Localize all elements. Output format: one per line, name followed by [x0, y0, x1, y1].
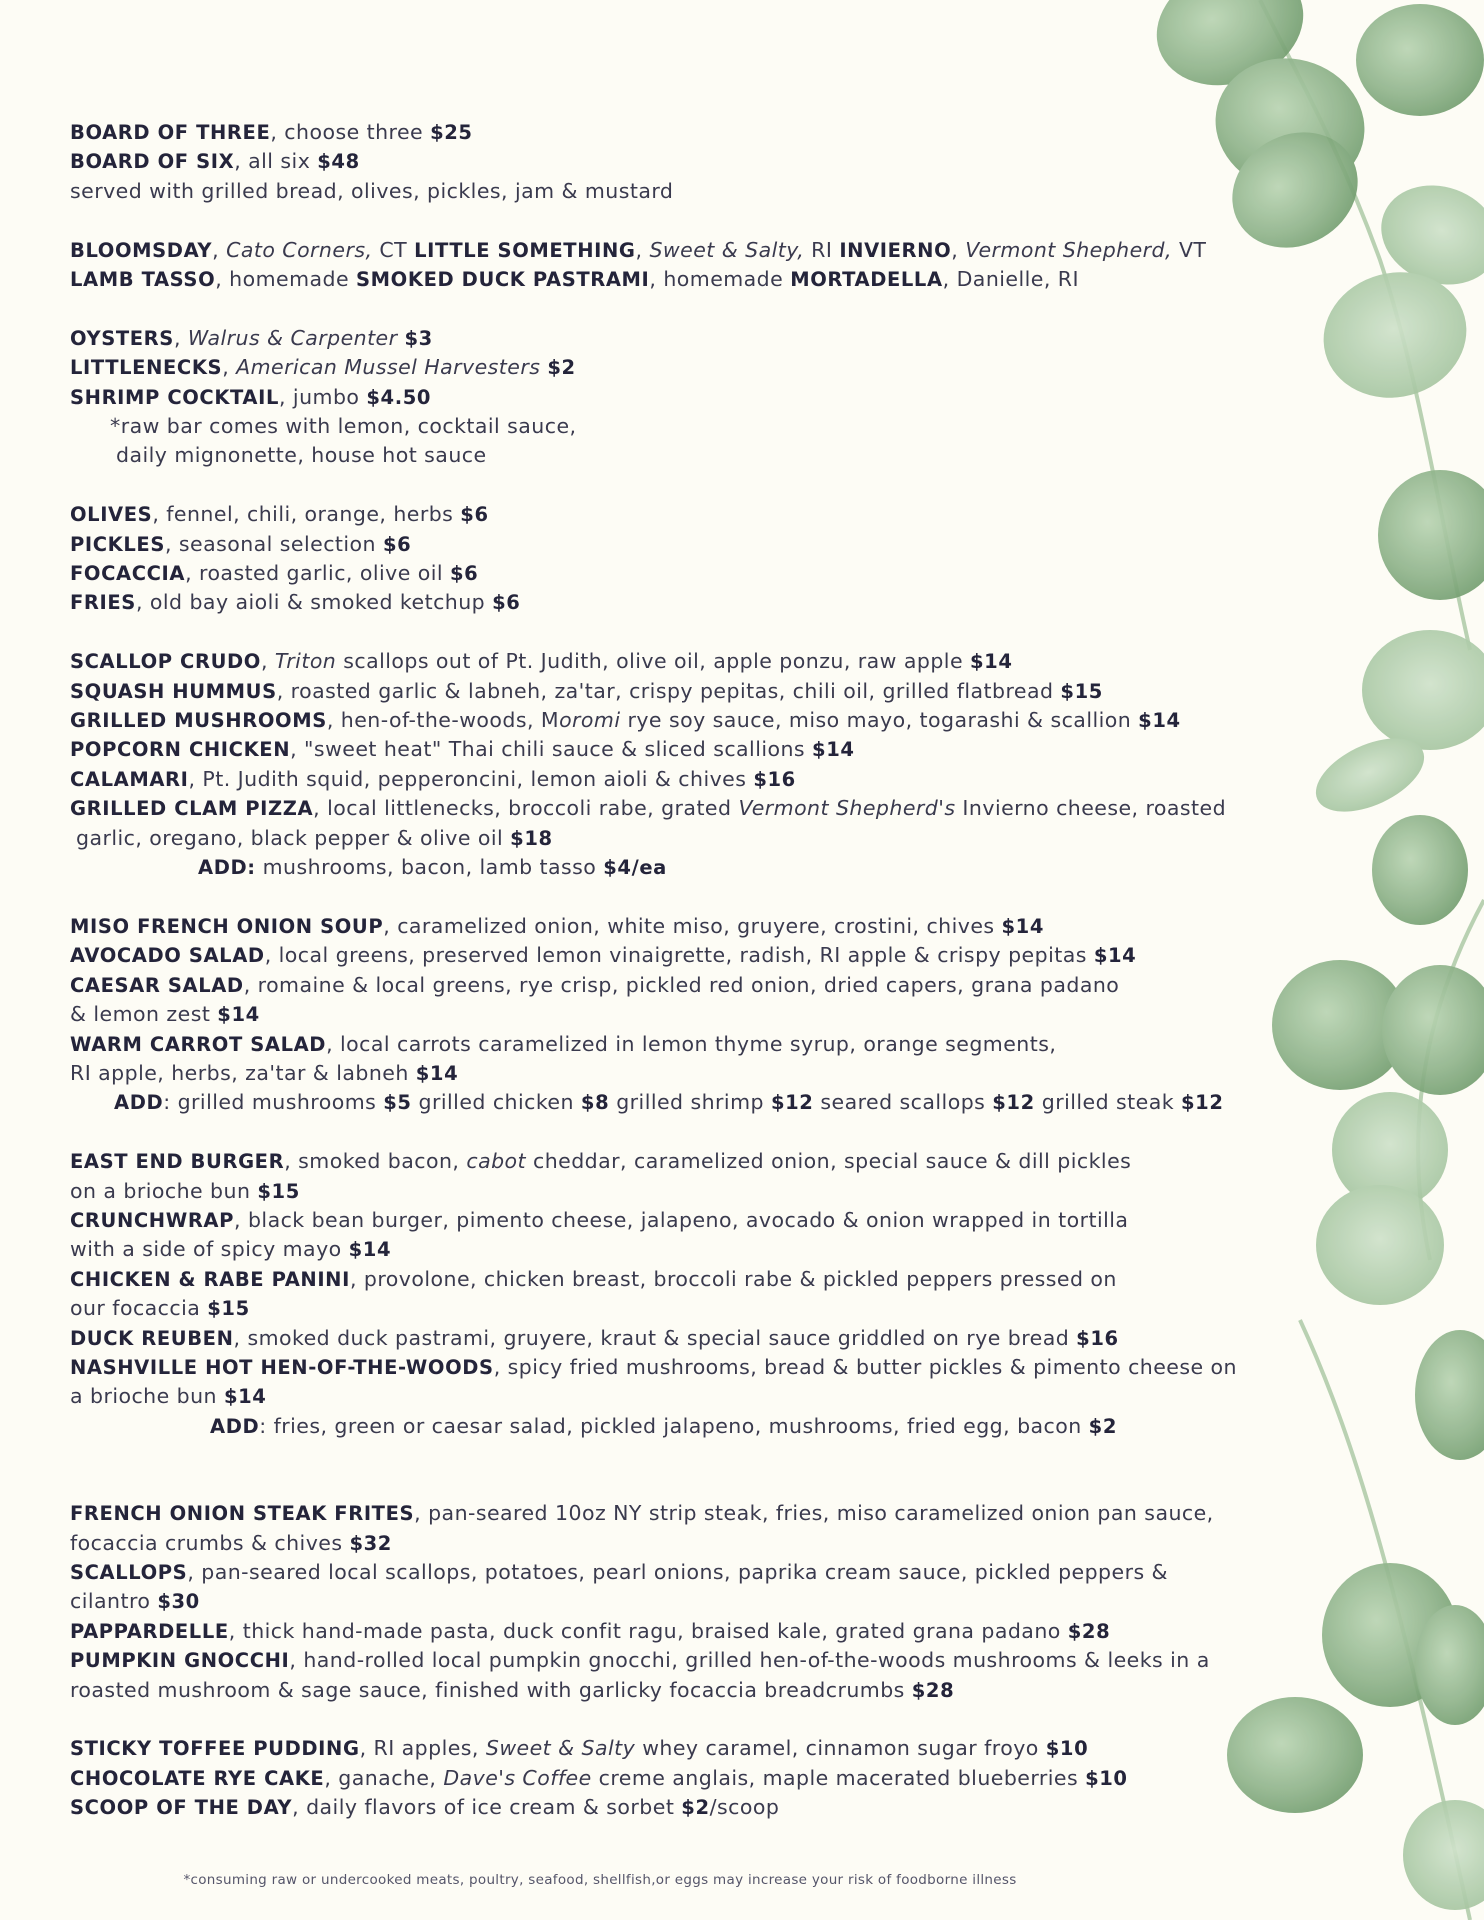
french-onion-steak-frites-cont: focaccia crumbs & chives $32	[70, 1530, 392, 1555]
focaccia: FOCACCIA, roasted garlic, olive oil $6	[70, 561, 479, 586]
raw-bar-note-2: daily mignonette, house hot sauce	[116, 443, 487, 468]
oysters: OYSTERS, Walrus & Carpenter $3	[70, 325, 433, 350]
warm-carrot-salad-cont: RI apple, herbs, za'tar & labneh $14	[70, 1060, 459, 1085]
cheese-line-2: LAMB TASSO, homemade SMOKED DUCK PASTRAMI, homemade MORTADELLA, Danielle, RI	[70, 267, 1079, 292]
nashville-hot: NASHVILLE HOT HEN-OF-THE-WOODS, spicy fried mushrooms, bread & butter pickles & pimento cheese on	[70, 1354, 1237, 1379]
fries: FRIES, old bay aioli & smoked ketchup $6	[70, 590, 521, 615]
scoop-of-the-day: SCOOP OF THE DAY, daily flavors of ice cream & sorbet $2/scoop	[70, 1795, 780, 1820]
east-end-burger-cont: on a brioche bun $15	[70, 1178, 300, 1203]
popcorn-chicken: POPCORN CHICKEN, "sweet heat" Thai chili sauce & sliced scallions $14	[70, 737, 855, 762]
grilled-clam-pizza-cont: garlic, oregano, black pepper & olive oil $18	[76, 825, 553, 850]
chocolate-rye-cake: CHOCOLATE RYE CAKE, ganache, Dave's Coffee creme anglais, maple macerated blueberries $10	[70, 1765, 1128, 1790]
miso-french-onion-soup: MISO FRENCH ONION SOUP, caramelized onion, white miso, gruyere, crostini, chives $14	[70, 913, 1045, 938]
pickles: PICKLES, seasonal selection $6	[70, 531, 412, 556]
scallops: SCALLOPS, pan-seared local scallops, potatoes, pearl onions, paprika cream sauce, pickled peppers &	[70, 1560, 1168, 1584]
boards-served-note: served with grilled bread, olives, pickles, jam & mustard	[70, 178, 674, 203]
item-price: $25	[430, 121, 473, 144]
health-disclaimer: *consuming raw or undercooked meats, poultry, seafood, shellfish,or eggs may increase your risk of foodborne illness	[183, 1872, 1017, 1888]
pumpkin-gnocchi-cont: roasted mushroom & sage sauce, finished with garlicky focaccia breadcrumbs $28	[70, 1677, 955, 1702]
raw-bar-note: *raw bar comes with lemon, cocktail sauce,	[110, 414, 577, 439]
grilled-clam-pizza: GRILLED CLAM PIZZA, local littlenecks, broccoli rabe, grated Vermont Shepherd's Invierno cheese, roasted	[70, 796, 1227, 821]
caesar-salad-cont: & lemon zest $14	[70, 1002, 260, 1027]
east-end-burger: EAST END BURGER, smoked bacon, cabot cheddar, caramelized onion, special sauce & dill pickles	[70, 1149, 1132, 1174]
duck-reuben: DUCK REUBEN, smoked duck pastrami, gruyere, kraut & special sauce griddled on rye bread $16	[70, 1325, 1119, 1350]
pumpkin-gnocchi: PUMPKIN GNOCCHI, hand-rolled local pumpkin gnocchi, grilled hen-of-the-woods mushrooms & leeks in a	[70, 1648, 1210, 1673]
chicken-rabe-panini: CHICKEN & RABE PANINI, provolone, chicken breast, broccoli rabe & pickled peppers pressed on	[70, 1266, 1117, 1291]
avocado-salad: AVOCADO SALAD, local greens, preserved lemon vinaigrette, radish, RI apple & crispy pepitas $14	[70, 943, 1137, 968]
pappardelle: PAPPARDELLE, thick hand-made pasta, duck confit ragu, braised kale, grated grana padano $28	[70, 1618, 1111, 1643]
squash-hummus: SQUASH HUMMUS, roasted garlic & labneh, za'tar, crispy pepitas, chili oil, grilled flatbread $15	[70, 678, 1103, 703]
olives: OLIVES, fennel, chili, orange, herbs $6	[70, 502, 489, 527]
crunchwrap: CRUNCHWRAP, black bean burger, pimento cheese, jalapeno, avocado & onion wrapped in tortilla	[70, 1207, 1129, 1232]
caesar-salad: CAESAR SALAD, romaine & local greens, rye crisp, pickled red onion, dried capers, grana padano	[70, 972, 1120, 997]
shrimp-cocktail: SHRIMP COCKTAIL, jumbo $4.50	[70, 384, 432, 409]
salad-add-ons: ADD: grilled mushrooms $5 grilled chicken $8 grilled shrimp $12 seared scallops $12 grilled steak $12	[114, 1090, 1224, 1115]
pizza-add-ons: ADD: mushrooms, bacon, lamb tasso $4/ea	[198, 855, 667, 880]
sandwich-add-ons: ADD: fries, green or caesar salad, pickled jalapeno, mushrooms, fried egg, bacon $2	[210, 1413, 1118, 1438]
warm-carrot-salad: WARM CARROT SALAD, local carrots caramelized in lemon thyme syrup, orange segments,	[70, 1031, 1057, 1056]
item-name: BOARD OF SIX	[70, 150, 235, 174]
littlenecks: LITTLENECKS, American Mussel Harvesters $2	[70, 355, 576, 380]
scallops-cont: cilantro $30	[70, 1589, 200, 1614]
grilled-mushrooms: GRILLED MUSHROOMS, hen-of-the-woods, Moromi rye soy sauce, miso mayo, togarashi & scallion $14	[70, 708, 1181, 733]
calamari: CALAMARI, Pt. Judith squid, pepperoncini, lemon aioli & chives $16	[70, 766, 796, 791]
board-of-six: BOARD OF SIX, all six $48	[70, 149, 360, 174]
scallop-crudo: SCALLOP CRUDO, Triton scallops out of Pt. Judith, olive oil, apple ponzu, raw apple $14	[70, 649, 1013, 674]
board-of-three: BOARD OF THREE, choose three $25	[70, 120, 473, 144]
cheese-line-1: BLOOMSDAY, Cato Corners, CT LITTLE SOMETHING, Sweet & Salty, RI INVIERNO, Vermont Shepherd, VT	[70, 237, 1207, 262]
crunchwrap-cont: with a side of spicy mayo $14	[70, 1237, 392, 1262]
menu-body	[70, 118, 1370, 1823]
item-price: $48	[317, 150, 360, 174]
sticky-toffee-pudding: STICKY TOFFEE PUDDING, RI apples, Sweet & Salty whey caramel, cinnamon sugar froyo $10	[70, 1736, 1089, 1761]
french-onion-steak-frites: FRENCH ONION STEAK FRITES, pan-seared 10oz NY strip steak, fries, miso caramelized onion pan sauce,	[70, 1501, 1214, 1526]
chicken-rabe-panini-cont: our focaccia $15	[70, 1296, 250, 1321]
nashville-hot-cont: a brioche bun $14	[70, 1384, 267, 1409]
item-name: BOARD OF THREE	[70, 121, 271, 144]
